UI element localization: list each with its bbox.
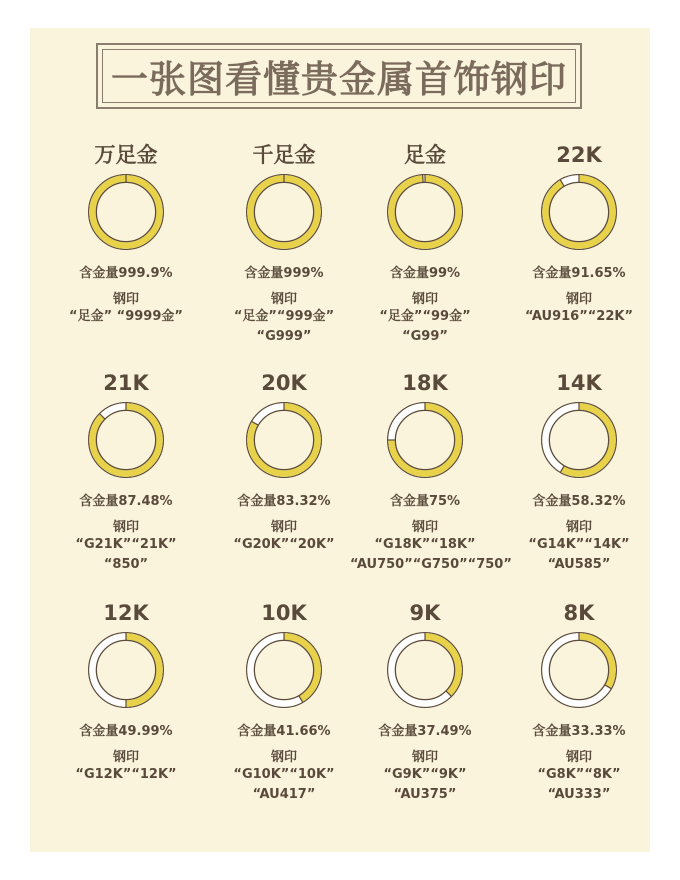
- stamp-heading: 钢印: [112, 292, 139, 307]
- gold-content-label: 含金量58.32%: [532, 494, 626, 509]
- ring-inner-outline: [549, 410, 608, 469]
- gold-content-label: 含金量83.32%: [237, 494, 331, 509]
- ring-inner-outline: [395, 640, 454, 699]
- gold-card: [209, 598, 359, 805]
- ring-outer-outline: [247, 633, 322, 708]
- stamp-heading: 钢印: [411, 292, 438, 307]
- karat-label: 21K: [103, 371, 149, 395]
- gold-card: [504, 140, 654, 327]
- karat-label: 12K: [103, 601, 149, 625]
- ring-outer-outline: [89, 175, 164, 250]
- stamp-marks: “G12K”“12K”: [75, 767, 177, 782]
- gold-card: [209, 140, 359, 347]
- karat-label: 10K: [261, 601, 307, 625]
- gold-content-arc: [392, 179, 459, 246]
- gold-content-arc: [93, 179, 160, 246]
- ring-outer-outline: [89, 633, 164, 708]
- gold-content-label: 含金量99%: [389, 266, 461, 281]
- ring-outer-outline: [542, 633, 617, 708]
- donut-ring: [84, 170, 168, 254]
- ring-inner-outline: [96, 182, 155, 241]
- karat-label: 8K: [563, 601, 595, 625]
- ring-inner-outline: [549, 182, 608, 241]
- karat-label: 9K: [409, 601, 441, 625]
- gold-content-arc: [546, 179, 613, 246]
- gold-card: [51, 598, 201, 785]
- stamp-heading: 钢印: [565, 750, 592, 765]
- gold-card: [504, 598, 654, 805]
- ring-outer-outline: [542, 175, 617, 250]
- donut-ring: [84, 398, 168, 482]
- donut-ring: [84, 628, 168, 712]
- ring-inner-outline: [254, 182, 313, 241]
- gold-content-label: 含金量41.66%: [237, 724, 331, 739]
- donut-ring: [383, 170, 467, 254]
- karat-label: 千足金: [252, 143, 316, 167]
- gold-content-label: 含金量75%: [389, 494, 461, 509]
- karat-label: 20K: [261, 371, 307, 395]
- karat-label: 22K: [556, 143, 602, 167]
- stamp-heading: 钢印: [565, 520, 592, 535]
- karat-label: 18K: [402, 371, 448, 395]
- stamp-heading: 钢印: [270, 520, 297, 535]
- gold-content-arc: [251, 179, 318, 246]
- donut-ring: [383, 628, 467, 712]
- stamp-marks: “G18K”“18K”: [374, 537, 476, 552]
- stamp-heading: 钢印: [270, 750, 297, 765]
- gold-card: [209, 368, 359, 555]
- stamp-marks: “G9K”“9K”: [383, 767, 467, 782]
- stamp-marks: “850”: [103, 557, 149, 572]
- ring-inner-outline: [96, 640, 155, 699]
- stamp-heading: 钢印: [112, 750, 139, 765]
- karat-label: 足金: [404, 143, 446, 167]
- donut-ring: [242, 628, 326, 712]
- stamp-marks: “足金”“99金”: [379, 309, 471, 324]
- stamp-marks: “G21K”“21K”: [75, 537, 177, 552]
- gold-card: [51, 368, 201, 575]
- stamp-marks: “AU585”: [547, 557, 611, 572]
- ring-inner-outline: [96, 410, 155, 469]
- stamp-marks: “G20K”“20K”: [233, 537, 335, 552]
- ring-outer-outline: [388, 175, 463, 250]
- stamp-marks: “AU750”“G750”“750”: [350, 557, 512, 572]
- ring-outer-outline: [542, 403, 617, 478]
- gold-card: [350, 368, 512, 575]
- title-frame: [96, 43, 582, 109]
- donut-ring: [242, 398, 326, 482]
- karat-label: 14K: [556, 371, 602, 395]
- donut-ring: [537, 398, 621, 482]
- gold-content-label: 含金量999%: [244, 266, 324, 281]
- donut-ring: [537, 170, 621, 254]
- ring-inner-outline: [549, 640, 608, 699]
- stamp-marks: “G99”: [402, 329, 448, 344]
- ring-inner-outline: [395, 182, 454, 241]
- stamp-marks: “AU375”: [393, 787, 457, 802]
- stamp-heading: 钢印: [411, 750, 438, 765]
- stamp-marks: “G10K”“10K”: [233, 767, 335, 782]
- ring-inner-outline: [254, 410, 313, 469]
- stamp-marks: “G999”: [256, 329, 312, 344]
- page-title: 一张图看懂贵金属首饰钢印: [111, 58, 567, 101]
- gold-card: [350, 140, 500, 347]
- gold-content-label: 含金量87.48%: [79, 494, 173, 509]
- stamp-heading: 钢印: [411, 520, 438, 535]
- gold-card: [51, 140, 201, 327]
- gold-content-label: 含金量37.49%: [378, 724, 472, 739]
- ring-outer-outline: [247, 403, 322, 478]
- ring-outer-outline: [388, 403, 463, 478]
- donut-ring: [537, 628, 621, 712]
- stamp-heading: 钢印: [270, 292, 297, 307]
- gold-content-label: 含金量91.65%: [532, 266, 626, 281]
- gold-content-label: 含金量33.33%: [532, 724, 626, 739]
- gold-card: [504, 368, 654, 575]
- gold-content-label: 含金量999.9%: [79, 266, 173, 281]
- stamp-marks: “G8K”“8K”: [537, 767, 621, 782]
- stamp-marks: “足金”“999金”: [233, 309, 335, 324]
- ring-inner-outline: [254, 640, 313, 699]
- stamp-heading: 钢印: [565, 292, 592, 307]
- stamp-marks: “G14K”“14K”: [528, 537, 630, 552]
- donut-ring: [383, 398, 467, 482]
- stamp-marks: “AU417”: [252, 787, 316, 802]
- stamp-heading: 钢印: [112, 520, 139, 535]
- karat-label: 万足金: [94, 143, 158, 167]
- ring-inner-outline: [395, 410, 454, 469]
- stamp-marks: “AU916”“22K”: [524, 309, 634, 324]
- gold-content-label: 含金量49.99%: [79, 724, 173, 739]
- stamp-marks: “足金” “9999金”: [69, 309, 183, 324]
- ring-outer-outline: [247, 175, 322, 250]
- stamp-marks: “AU333”: [547, 787, 611, 802]
- gold-card: [350, 598, 500, 805]
- donut-ring: [242, 170, 326, 254]
